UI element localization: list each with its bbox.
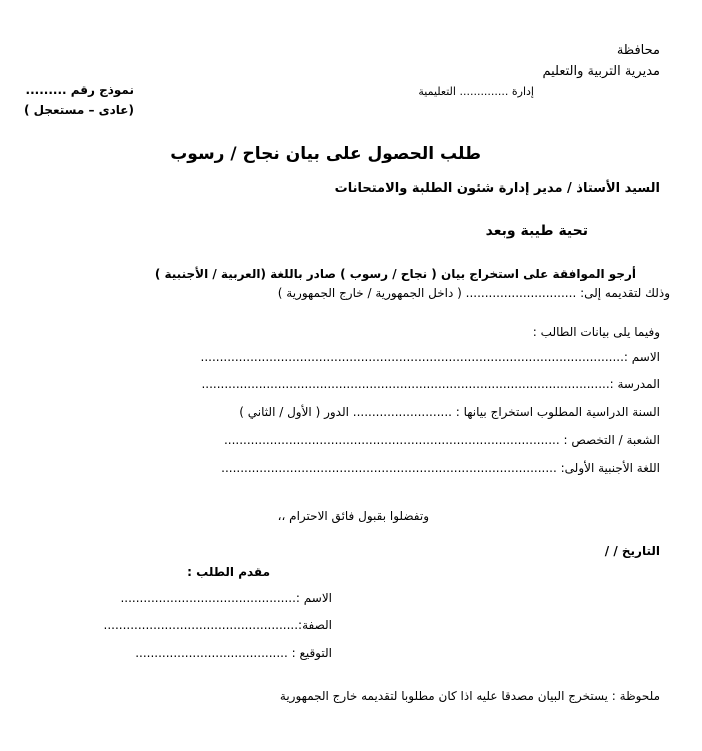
applicant-heading: مقدم الطلب : [187, 565, 270, 579]
directorate-label: مديرية التربية والتعليم [542, 64, 660, 79]
addressee-line: السيد الأستاذ / مدير إدارة شئون الطلبة والامتحانات [334, 181, 660, 196]
administration-label: إدارة .............. التعليمية [418, 85, 534, 98]
model-number-label: نموذج رقم ......... [25, 83, 134, 97]
student-intro: وفيما يلى بيانات الطالب : [532, 325, 660, 339]
student-specialty-field: الشعبة / التخصص : ........................................................................................ [223, 433, 660, 447]
closing-line: وتفضلوا بقبول فائق الاحترام ،، [277, 509, 429, 523]
request-line: أرجو الموافقة على استخراج بيان ( نجاح / رسوب ) صادر باللغة (العربية / الأجنبية ) [154, 267, 636, 281]
student-school-field: المدرسة :........................................................................................................... [201, 377, 660, 391]
student-name-field: الاسم :............................................................................................................... [200, 350, 660, 364]
submission-line: وذلك لتقديمه إلى: ............................. ( داخل الجمهورية / خارج الجمهورية ) [277, 286, 670, 300]
model-type-label: (عادى – مستعجل ) [23, 103, 134, 117]
applicant-signature-field: التوقيع : ........................................ [135, 646, 332, 660]
greeting-line: تحية طيبة وبعد [485, 223, 588, 239]
student-language-field: اللغة الأجنبية الأولى: ........................................................................................ [221, 461, 660, 475]
applicant-name-field: الاسم :.............................................. [120, 591, 332, 605]
governorate-label: محافظة [616, 43, 660, 58]
student-year-field: السنة الدراسية المطلوب استخراج بيانها : .......................... الدور ( الأول / الثاني ) [239, 405, 660, 419]
date-line: التاريخ / / [604, 544, 660, 558]
applicant-capacity-field: الصفة:................................................... [103, 618, 332, 632]
note-line: ملحوظة : يستخرج البيان مصدقا عليه اذا كان مطلوبا لتقديمه خارج الجمهورية [279, 689, 660, 703]
page-title: طلب الحصول على بيان نجاح / رسوب [170, 144, 481, 164]
